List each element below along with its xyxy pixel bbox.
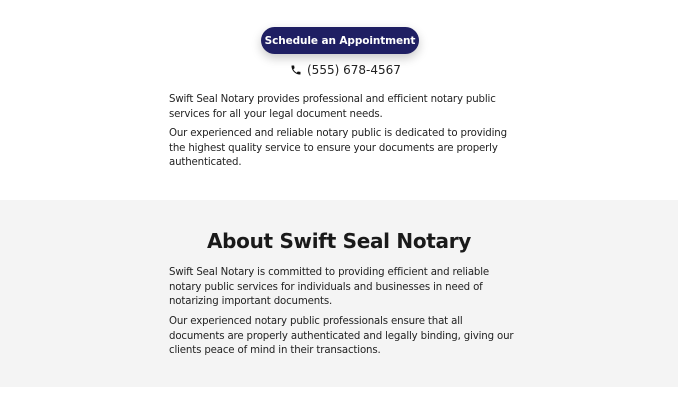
hero-paragraph-2: Our experienced and reliable notary public is dedicated to providing the highest quality service to ensure your documents are properly authenticated. xyxy=(169,128,507,168)
about-paragraph-2: Our experienced notary public professionals ensure that all documents are properly authenticated and legally binding, giving our clients peace of mind in their transactions. xyxy=(169,316,514,356)
phone-link[interactable] xyxy=(290,61,401,79)
phone-number: (555) 678-4567 xyxy=(307,63,401,77)
phone-icon xyxy=(290,64,302,76)
schedule-appointment-button[interactable]: Schedule an Appointment xyxy=(261,27,419,54)
about-paragraph-1: Swift Seal Notary is committed to providing efficient and reliable notary public services for individuals and businesses in need of notarizing important documents. xyxy=(169,267,490,307)
hero-paragraph-1: Swift Seal Notary provides professional and efficient notary public services for all your legal document needs. xyxy=(169,94,496,120)
about-title: About Swift Seal Notary xyxy=(206,229,472,253)
